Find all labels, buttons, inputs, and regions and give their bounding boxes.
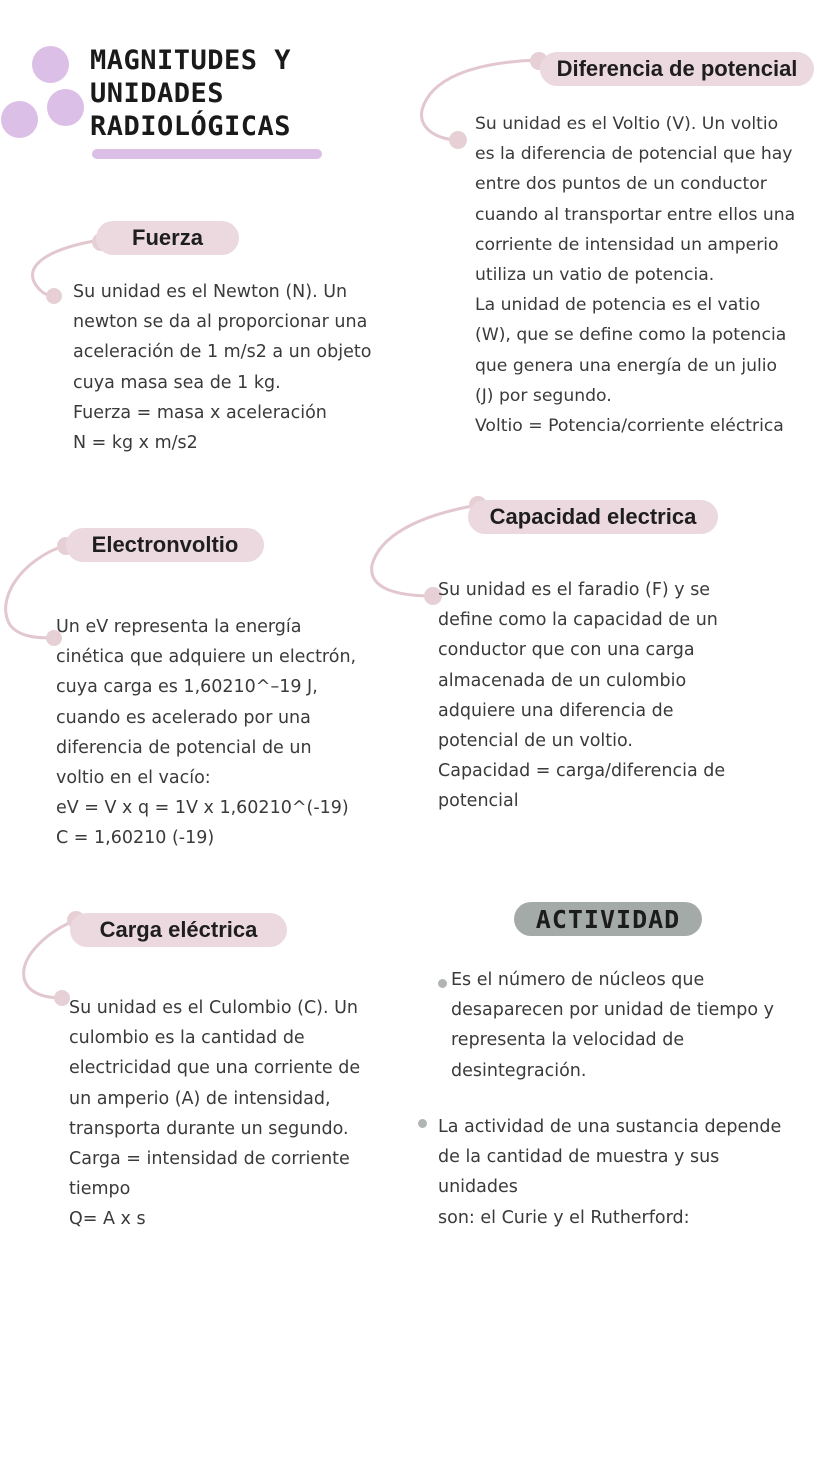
text-line: define como la capacidad de un — [438, 610, 718, 631]
text-diferencia — [475, 109, 795, 441]
text-line: desaparecen por unidad de tiempo y — [451, 1000, 774, 1021]
text-line: almacenada de un culombio — [438, 670, 687, 691]
text-line: voltio en el vacío: — [56, 768, 211, 789]
title-line-3: RADIOLÓGICAS — [90, 111, 292, 142]
text-electronvoltio — [56, 612, 356, 854]
text-line: Su unidad es el Newton (N). Un — [73, 282, 348, 302]
text-line: cuando al transportar entre ellos una — [475, 204, 796, 225]
text-line: un amperio (A) de intensidad, — [69, 1088, 331, 1109]
text-actividad-bullet-2 — [438, 1112, 781, 1233]
text-line: La actividad de una sustancia depende — [438, 1117, 782, 1137]
text-line: diferencia de potencial de un — [56, 737, 312, 758]
heading-fuerza: Fuerza — [96, 221, 239, 255]
text-line: cuya masa sea de 1 kg. — [73, 372, 281, 393]
text-line: utiliza un vatio de potencia. — [475, 265, 715, 286]
text-line: aceleración de 1 m/s2 a un objeto — [73, 342, 372, 363]
connector-dot — [46, 288, 62, 304]
text-line: eV = V x q = 1V x 1,60210^(-19) — [56, 798, 349, 819]
heading-diferencia: Diferencia de potencial — [540, 52, 814, 86]
heading-carga: Carga eléctrica — [70, 913, 287, 947]
connector-dot — [54, 990, 70, 1006]
heading-actividad: ACTIVIDAD — [514, 902, 702, 936]
title-line-1: MAGNITUDES Y — [90, 45, 292, 76]
text-line: adquiere una diferencia de — [438, 700, 674, 721]
text-line: Su unidad es el Culombio (C). Un — [69, 998, 359, 1018]
text-line: cuya carga es 1,60210^–19 J, — [56, 677, 318, 698]
text-actividad-bullet-1 — [451, 965, 774, 1086]
heading-capacidad: Capacidad electrica — [468, 500, 718, 534]
text-line: electricidad que una corriente de — [69, 1058, 361, 1079]
text-carga — [69, 993, 360, 1235]
text-line: conductor que con una carga — [438, 640, 695, 661]
text-line: Es el número de núcleos que — [451, 970, 705, 990]
text-line: Voltio = Potencia/corriente eléctrica — [475, 416, 784, 437]
text-line: desintegración. — [451, 1060, 587, 1081]
connector-dot — [449, 131, 467, 149]
text-line: (J) por segundo. — [475, 385, 612, 406]
heading-electronvoltio: Electronvoltio — [66, 528, 264, 562]
text-line: Carga = intensidad de corriente — [69, 1149, 350, 1170]
text-line: (W), que se define como la potencia — [475, 325, 787, 346]
text-line: C = 1,60210 (-19) — [56, 828, 215, 849]
text-line: son: el Curie y el Rutherford: — [438, 1207, 690, 1228]
text-line: unidades — [438, 1177, 518, 1198]
text-line: newton se da al proporcionar una — [73, 312, 368, 333]
text-line: culombio es la cantidad de — [69, 1028, 305, 1049]
text-line: Un eV representa la energía — [56, 617, 302, 637]
bullet-dot-1 — [438, 979, 447, 988]
text-line: de la cantidad de muestra y sus — [438, 1147, 720, 1168]
text-line: tiempo — [69, 1179, 131, 1200]
text-line: Capacidad = carga/diferencia de — [438, 761, 726, 782]
text-line: cinética que adquiere un electrón, — [56, 647, 357, 668]
text-line: N = kg x m/s2 — [73, 433, 198, 454]
text-line: transporta durante un segundo. — [69, 1118, 349, 1139]
text-line: corriente de intensidad un amperio — [475, 234, 779, 255]
text-line: entre dos puntos de un conductor — [475, 174, 767, 195]
text-line: Su unidad es el Voltio (V). Un voltio — [475, 114, 779, 134]
connector-carga — [24, 920, 76, 998]
text-fuerza — [73, 277, 371, 458]
text-line: potencial — [438, 791, 519, 812]
text-line: es la diferencia de potencial que hay — [475, 144, 793, 165]
text-line: potencial de un voltio. — [438, 731, 633, 752]
text-line: Fuerza = masa x aceleración — [73, 402, 327, 423]
text-line: representa la velocidad de — [451, 1030, 685, 1051]
text-line: Q= A x s — [69, 1209, 146, 1230]
bullet-dot-2 — [418, 1119, 427, 1128]
text-line: La unidad de potencia es el vatio — [475, 295, 761, 316]
text-line: que genera una energía de un julio — [475, 355, 778, 376]
title-line-2: UNIDADES — [90, 78, 225, 109]
text-line: Su unidad es el faradio (F) y se — [438, 580, 711, 600]
text-capacidad — [438, 575, 725, 817]
text-line: cuando es acelerado por una — [56, 707, 311, 728]
